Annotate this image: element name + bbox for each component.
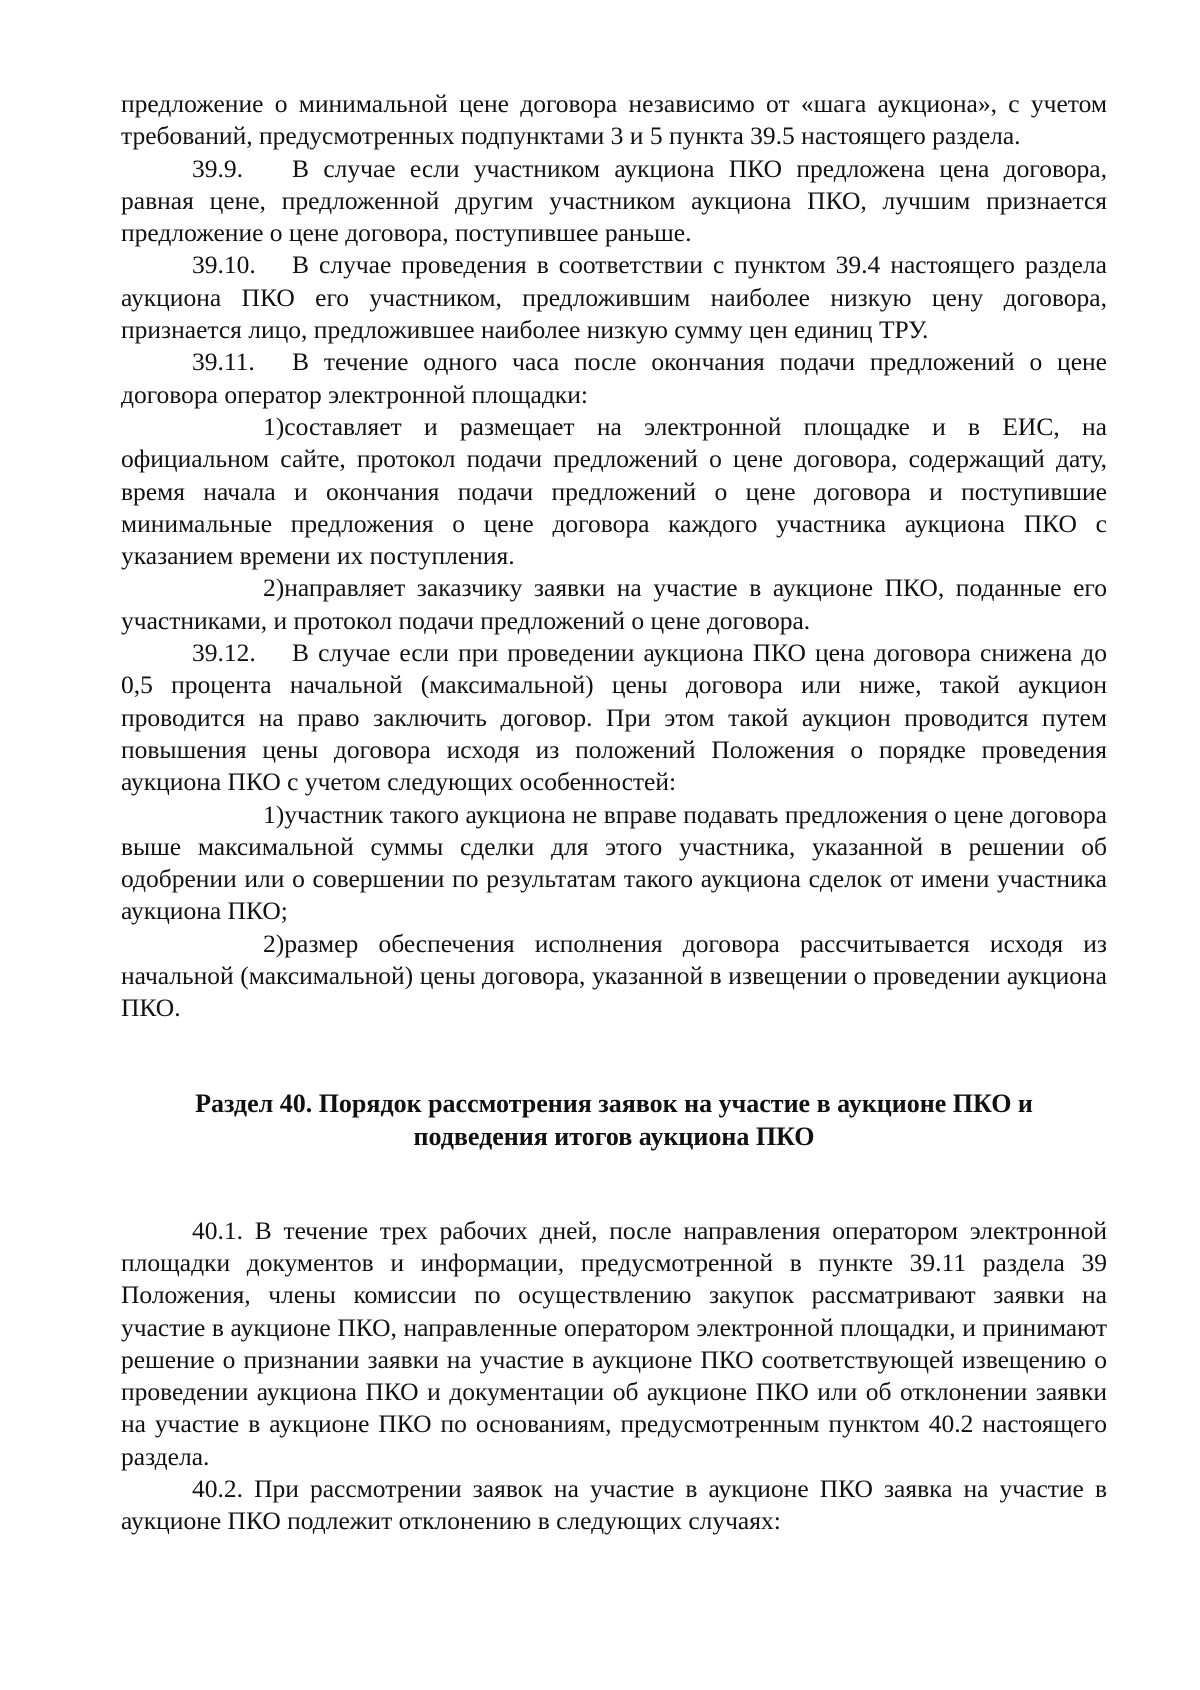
subitem-number: 1) [263,411,285,441]
paragraph-text: 40.1. В течение трех рабочих дней, после направления оператором электронной площадки документов и информации, предусмотренной в пункте 39.11 раздела 39 Положения, члены комиссии по осуществлению закупок рассматривают заявки на участие в аукционе ПКО, направленные оператором электронной площадки, и принимают решение о признании заявки на участие в аукционе ПКО соответствующей извещению о проведении аукциона ПКО и документации об аукционе ПКО или об отклонении заявки на участие в аукционе ПКО по основаниям, предусмотренным пунктом 40.2 настоящего раздела. [121,1215,1107,1471]
paragraph-text: 40.2. При рассмотрении заявок на участие в аукционе ПКО заявка на участие в аукционе ПКО подлежит отклонению в следующих случаях: [121,1473,1107,1536]
subitem-number: 2) [263,573,285,603]
paragraph-text: размер обеспечения исполнения договора рассчитывается исходя из начальной (максимальной) цены договора, указанной в извещении о проведении аукциона ПКО. [121,928,1107,1023]
subitem-number: 2) [263,928,285,958]
subitem-39-12-2 [121,928,1107,1025]
paragraph-39-10 [121,249,1107,346]
section-heading [121,1087,1107,1153]
paragraph-40-2 [121,1473,1107,1538]
paragraph-text: В случае если участником аукциона ПКО предложена цена договора, равная цене, предложенной другим участником аукциона ПКО, лучшим признается предложение о цене договора, поступившее раньше. [121,153,1107,248]
section-heading-line-1: Раздел 40. Порядок рассмотрения заявок на участие в аукционе ПКО и [195,1088,1033,1118]
subitem-39-12-1 [121,799,1107,928]
paragraph-continuation [121,88,1107,153]
paragraph-text: предложение о минимальной цене договора независимо от «шага аукциона», с учетом требований, предусмотренных подпунктами 3 и 5 пункта 39.5 настоящего раздела. [121,89,1107,151]
paragraph-text: В случае проведения в соответствии с пунктом 39.4 настоящего раздела аукциона ПКО его участником, предложившим наиболее низкую цену договора, признается лицо, предложившее наиболее низкую сумму цен единиц ТРУ. [121,250,1107,345]
spacer [121,1153,1107,1215]
paragraph-text: направляет заказчику заявки на участие в аукционе ПКО, поданные его участниками, и протокол подачи предложений о цене договора. [121,573,1107,635]
paragraph-39-12 [121,637,1107,798]
clause-number: 39.9. [192,153,243,183]
clause-number: 39.10. [192,250,256,280]
paragraph-40-1 [121,1215,1107,1473]
paragraph-39-11 [121,346,1107,411]
clause-number: 39.11. [192,347,255,377]
paragraph-text: В течение одного часа после окончания подачи предложений о цене договора оператор электронной площадки: [121,347,1107,409]
paragraph-text: составляет и размещает на электронной площадке и в ЕИС, на официальном сайте, протокол подачи предложений о цене договора, содержащий дату, время начала и окончания подачи предложений о цене договора и поступившие минимальные предложения о цене договора каждого участника аукциона ПКО с указанием времени их поступления. [121,411,1107,571]
subitem-number: 1) [263,799,285,829]
paragraph-39-9 [121,153,1107,250]
subitem-39-11-2 [121,572,1107,637]
section-heading-line-2: подведения итогов аукциона ПКО [413,1121,815,1151]
document-page [121,88,1107,1538]
subitem-39-11-1 [121,411,1107,572]
paragraph-text: участник такого аукциона не вправе подавать предложения о цене договора выше максимальной суммы сделки для этого участника, указанной в решении об одобрении или о совершении по результатам такого аукциона сделок от имени участника аукциона ПКО; [121,799,1107,926]
clause-number: 39.12. [192,638,256,668]
paragraph-text: В случае если при проведении аукциона ПКО цена договора снижена до 0,5 процента начальной (максимальной) цены договора или ниже, такой аукцион проводится на право заключить договор. При этом такой аукцион проводится путем повышения цены договора исходя из положений Положения о порядке проведения аукциона ПКО с учетом следующих особенностей: [121,638,1107,797]
